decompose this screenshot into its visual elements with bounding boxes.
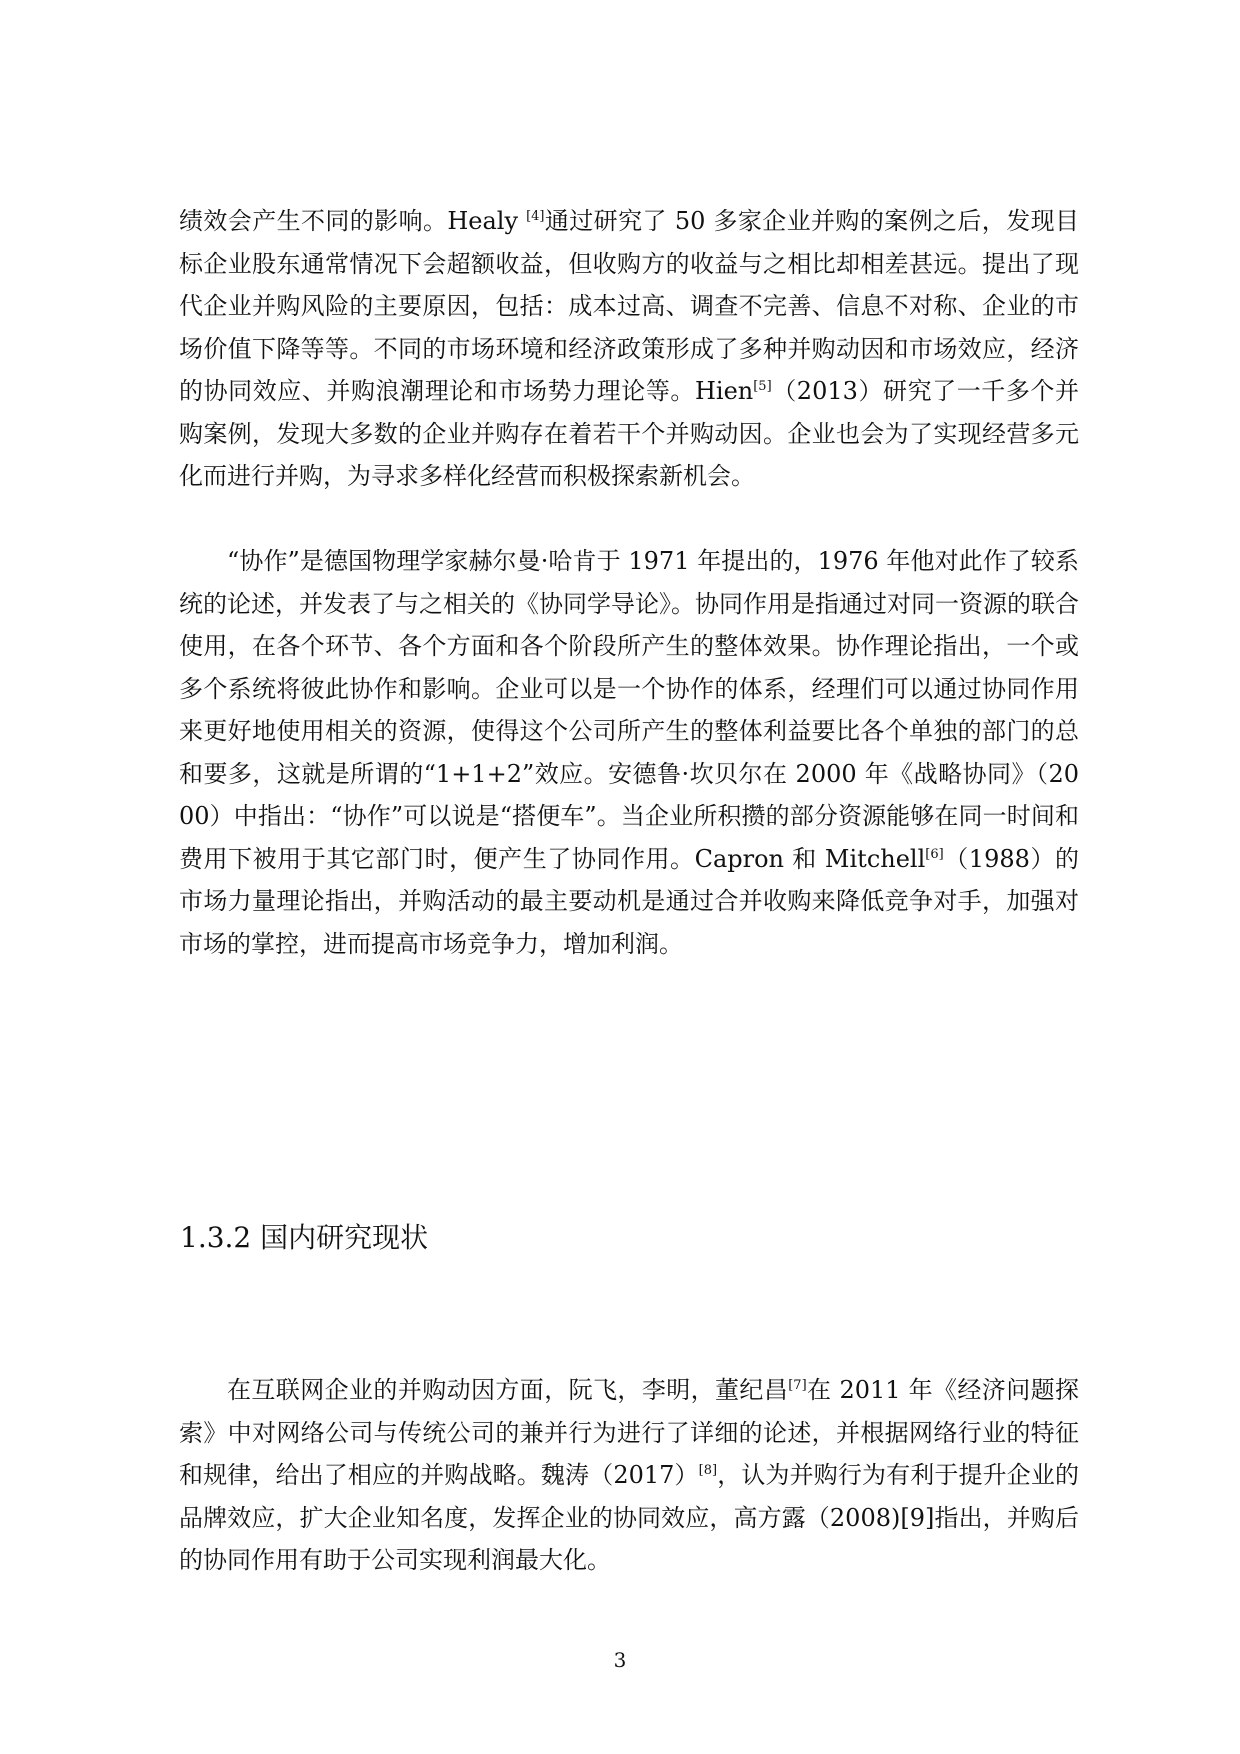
text-run: 在 2011 年《经济问题探索》中对网络公司与传统公司的兼并行为进行了详细的论述，并根据网络行业的特征和规律，给出了相应的并购战略。魏涛（2017）	[179, 1376, 1080, 1489]
paragraph-domestic-research	[179, 1369, 1079, 1582]
page-number: 3	[613, 1648, 627, 1672]
text-run: 绩效会产生不同的影响。Healy	[179, 207, 527, 235]
text-run: ，认为并购行为有利于提升企业的品牌效应，扩大企业知名度，发挥企业的协同效应，高方露（2008)[9]指出，并购后的协同作用有助于公司实现利润最大化。	[179, 1461, 1080, 1574]
section-heading: 1.3.2 国内研究现状	[180, 1221, 429, 1254]
citation-marker: [7]	[788, 1378, 807, 1393]
citation-marker: [5]	[753, 379, 772, 394]
paragraph-foreign-research	[179, 200, 1079, 498]
citation-marker: [8]	[698, 1463, 718, 1478]
citation-marker: [6]	[925, 846, 944, 862]
text-run: 在互联网企业的并购动因方面，阮飞，李明，董纪昌	[227, 1376, 789, 1404]
paragraph-synergy-theory	[179, 540, 1079, 965]
text-run: “协作”是德国物理学家赫尔曼·哈肯于 1971 年提出的，1976 年他对此作了较系统的论述，并发表了与之相关的《协同学导论》。协同作用是指通过对同一资源的联合使用，在各个环节、各个方面和各个阶段所产生的整体效果。协作理论指出，一个或多个系统将彼此协作和影响。企业可以是一个协作的体系，经理们可以通过协同作用来更好地使用相关的资源，使得这个公司所产生的整体利益要比各个单独的部门的总和要多，这就是所谓的“1+1+2”效应。安德鲁·坎贝尔在 2000 年《战略协同》（2000）中指出：“协作”可以说是“搭便车”。当企业所积攒的部分资源能够在同一时间和费用下被用于其它部门时，便产生了协同作用。Capron 和 Mitchell	[179, 547, 1079, 873]
text-run: （2013）研究了一千多个并购案例，发现大多数的企业并购存在着若干个并购动因。企业也会为了实现经营多元化而进行并购，为寻求多样化经营而积极探索新机会。	[179, 377, 1080, 490]
text-run: 通过研究了 50 多家企业并购的案例之后，发现目标企业股东通常情况下会超额收益，但收购方的收益与之相比却相差甚远。提出了现代企业并购风险的主要原因，包括：成本过高、调查不完善、信息不对称、企业的市场价值下降等等。不同的市场环境和经济政策形成了多种并购动因和市场效应，经济的协同效应、并购浪潮理论和市场势力理论等。Hien	[179, 207, 1079, 405]
citation-marker: [4]	[526, 209, 545, 224]
text-run: （1988）的市场力量理论指出，并购活动的最主要动机是通过合并收购来降低竞争对手，加强对市场的掌控，进而提高市场竞争力，增加利润。	[179, 844, 1079, 958]
